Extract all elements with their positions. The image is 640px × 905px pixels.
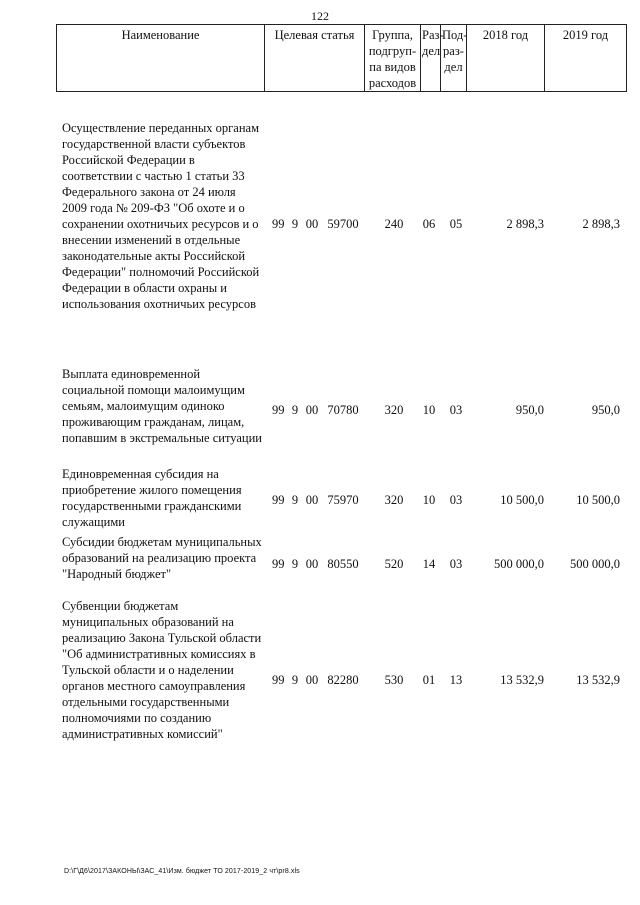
row-name: Субвенции бюджетам муниципальных образований на реализацию Закона Тульской области "Об административных комиссиях в Тульской области и о наделении органов местного самоуправления отдельными государственными полномочиями по созданию административных комиссий" xyxy=(62,599,262,741)
amount-2018: 500 000,0 xyxy=(494,557,544,571)
table-row xyxy=(0,534,640,598)
row-name: Субсидии бюджетам муниципальных образований на реализацию проекта "Народный бюджет" xyxy=(62,535,262,581)
header-year-2018: 2018 год xyxy=(467,25,545,92)
header-section: Раз-дел xyxy=(421,25,441,92)
table-row xyxy=(0,366,640,462)
code-subprogram: 9 xyxy=(291,493,299,507)
amount-2019: 13 532,9 xyxy=(576,673,620,687)
amount-2019: 10 500,0 xyxy=(576,493,620,507)
amount-2018: 950,0 xyxy=(515,403,544,417)
section-code: 06 xyxy=(422,217,436,231)
header-target-article: Целевая статья xyxy=(265,25,365,92)
code-subprogram: 9 xyxy=(291,403,299,417)
code-subprogram: 9 xyxy=(291,673,299,687)
expense-group: 530 xyxy=(384,673,404,687)
amount-2018: 2 898,3 xyxy=(506,217,544,231)
code-direction: 70780 xyxy=(327,403,359,417)
expense-group: 320 xyxy=(384,493,404,507)
section-code: 10 xyxy=(422,493,436,507)
header-subsection: Под-раз-дел xyxy=(441,25,467,92)
code-direction: 82280 xyxy=(327,673,359,687)
section-code: 14 xyxy=(422,557,436,571)
header-name: Наименование xyxy=(57,25,265,92)
row-name: Единовременная субсидия на приобретение жилого помещения государственными гражданскими служащими xyxy=(62,467,242,529)
code-main-event: 00 xyxy=(305,403,319,417)
code-main-event: 00 xyxy=(305,217,319,231)
code-program: 99 xyxy=(272,403,285,417)
expense-group: 520 xyxy=(384,557,404,571)
code-main-event: 00 xyxy=(305,493,319,507)
code-main-event: 00 xyxy=(305,673,319,687)
code-program: 99 xyxy=(272,217,285,231)
code-direction: 59700 xyxy=(327,217,359,231)
header-group: Группа, подгруп-па видов расходов xyxy=(365,25,421,92)
section-code: 10 xyxy=(422,403,436,417)
page-number: 122 xyxy=(311,9,329,23)
code-direction: 80550 xyxy=(327,557,359,571)
row-name: Осуществление переданных органам государственной власти субъектов Российской Федерации в соответствии с частью 1 статьи 33 Федерального закона от 24 июля 2009 года № 209-ФЗ "Об охоте и о сохранении охотничьих ресурсов и о внесении изменений в отдельные законодательные акты Российской Федерации" полномочий Российской Федерации в области охраны и использования охотничьих ресурсов xyxy=(62,121,260,311)
code-subprogram: 9 xyxy=(291,557,299,571)
table-row xyxy=(0,120,640,330)
code-subprogram: 9 xyxy=(291,217,299,231)
file-path-footer: D:\Г\Д6\2017\ЗАКОНЫ\ЗАС_41\Изм. бюджет ТО 2017-2019_2 чт\pr8.xls xyxy=(64,868,300,875)
code-program: 99 xyxy=(272,557,285,571)
subsection-code: 05 xyxy=(449,217,463,231)
section-code: 01 xyxy=(422,673,436,687)
subsection-code: 13 xyxy=(449,673,463,687)
subsection-code: 03 xyxy=(449,403,463,417)
expense-group: 240 xyxy=(384,217,404,231)
code-main-event: 00 xyxy=(305,557,319,571)
code-program: 99 xyxy=(272,673,285,687)
table-row xyxy=(0,466,640,530)
amount-2018: 10 500,0 xyxy=(500,493,544,507)
subsection-code: 03 xyxy=(449,493,463,507)
subsection-code: 03 xyxy=(449,557,463,571)
amount-2019: 500 000,0 xyxy=(570,557,620,571)
code-program: 99 xyxy=(272,493,285,507)
code-direction: 75970 xyxy=(327,493,359,507)
expense-group: 320 xyxy=(384,403,404,417)
header-year-2019: 2019 год xyxy=(545,25,627,92)
amount-2018: 13 532,9 xyxy=(500,673,544,687)
amount-2019: 950,0 xyxy=(591,403,620,417)
table-row xyxy=(0,598,640,764)
row-name: Выплата единовременной социальной помощи малоимущим семьям, малоимущим одиноко проживающим гражданам, лицам, попавшим в экстремальные ситуации xyxy=(62,367,262,445)
amount-2019: 2 898,3 xyxy=(582,217,620,231)
table-header xyxy=(56,24,627,92)
